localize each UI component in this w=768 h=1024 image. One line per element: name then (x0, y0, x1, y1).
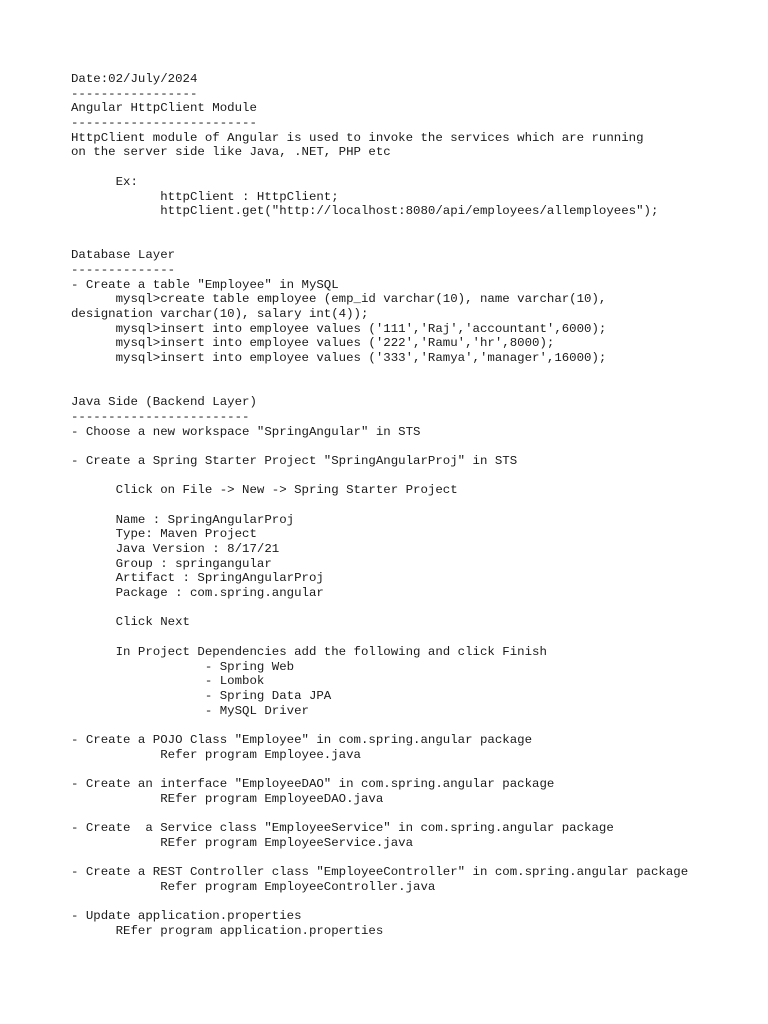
text-line: Group : springangular (71, 556, 272, 571)
text-line: on the server side like Java, .NET, PHP etc (71, 145, 391, 160)
blank-line (71, 718, 768, 733)
document-page (71, 72, 768, 939)
text-line: REfer program EmployeeDAO.java (71, 791, 384, 806)
text-line: - Create an interface "EmployeeDAO" in com.spring.angular package (71, 777, 555, 791)
code-line: mysql>insert into employee values ('222','Ramu','hr',8000); (71, 336, 555, 351)
blank-line (71, 762, 768, 777)
text-line: - Create a table "Employee" in MySQL (71, 277, 339, 292)
list-item: - Lombok (71, 674, 265, 689)
blank-line (71, 469, 768, 484)
text-line: Refer program EmployeeController.java (71, 879, 436, 894)
section-heading-java: Java Side (Backend Layer) (71, 395, 257, 410)
blank-line (71, 850, 768, 865)
text-line: - Create a POJO Class "Employee" in com.spring.angular package (71, 732, 533, 747)
blank-line (71, 160, 768, 175)
code-line: designation varchar(10), salary int(4)); (71, 307, 369, 321)
date-line: Date:02/July/2024 (71, 72, 198, 86)
text-line: Java Version : 8/17/21 (71, 542, 280, 556)
blank-line (71, 806, 768, 821)
text-line: In Project Dependencies add the following and click Finish (71, 644, 547, 659)
date-underline: ----------------- (71, 86, 198, 101)
section-heading-database: Database Layer (71, 248, 176, 263)
text-line: Artifact : SpringAngularProj (71, 571, 324, 586)
text-line: - Create a Service class "EmployeeService" in com.spring.angular package (71, 821, 614, 836)
text-line: Refer program Employee.java (71, 747, 361, 762)
section-underline-java: ------------------------ (71, 409, 250, 424)
list-item: - Spring Data JPA (71, 688, 332, 703)
section-underline-database: -------------- (71, 262, 176, 277)
text-line: REfer program application.properties (71, 923, 384, 938)
text-line: REfer program EmployeeService.java (71, 835, 414, 850)
blank-line (71, 439, 768, 454)
blank-line (71, 601, 768, 616)
section-heading-httpclient: Angular HttpClient Module (71, 101, 257, 116)
text-line: Click Next (71, 615, 190, 630)
section-underline-httpclient: ------------------------- (71, 116, 257, 131)
text-line: Click on File -> New -> Spring Starter Project (71, 483, 458, 498)
code-line: mysql>insert into employee values ('111','Raj','accountant',6000); (71, 321, 607, 336)
text-line: HttpClient module of Angular is used to invoke the services which are running (71, 130, 644, 145)
text-line: Type: Maven Project (71, 527, 257, 542)
blank-line (71, 380, 768, 395)
list-item: - Spring Web (71, 659, 295, 674)
text-line: - Update application.properties (71, 909, 302, 924)
code-line: httpClient.get("http://localhost:8080/api/employees/allemployees"); (71, 204, 659, 219)
blank-line (71, 498, 768, 513)
text-line: - Create a REST Controller class "EmployeeController" in com.spring.angular package (71, 865, 689, 880)
text-line: Package : com.spring.angular (71, 586, 324, 601)
text-line: - Choose a new workspace "SpringAngular" in STS (71, 424, 421, 439)
blank-line (71, 366, 768, 381)
blank-line (71, 234, 768, 249)
text-line: - Create a Spring Starter Project "SpringAngularProj" in STS (71, 453, 518, 468)
text-line: Ex: (71, 174, 138, 189)
code-line: httpClient : HttpClient; (71, 189, 339, 204)
code-line: mysql>insert into employee values ('333','Ramya','manager',16000); (71, 351, 607, 366)
code-line: mysql>create table employee (emp_id varchar(10), name varchar(10), (71, 292, 607, 307)
blank-line (71, 630, 768, 645)
blank-line (71, 219, 768, 234)
blank-line (71, 895, 768, 910)
list-item: - MySQL Driver (71, 703, 309, 718)
text-line: Name : SpringAngularProj (71, 512, 295, 527)
